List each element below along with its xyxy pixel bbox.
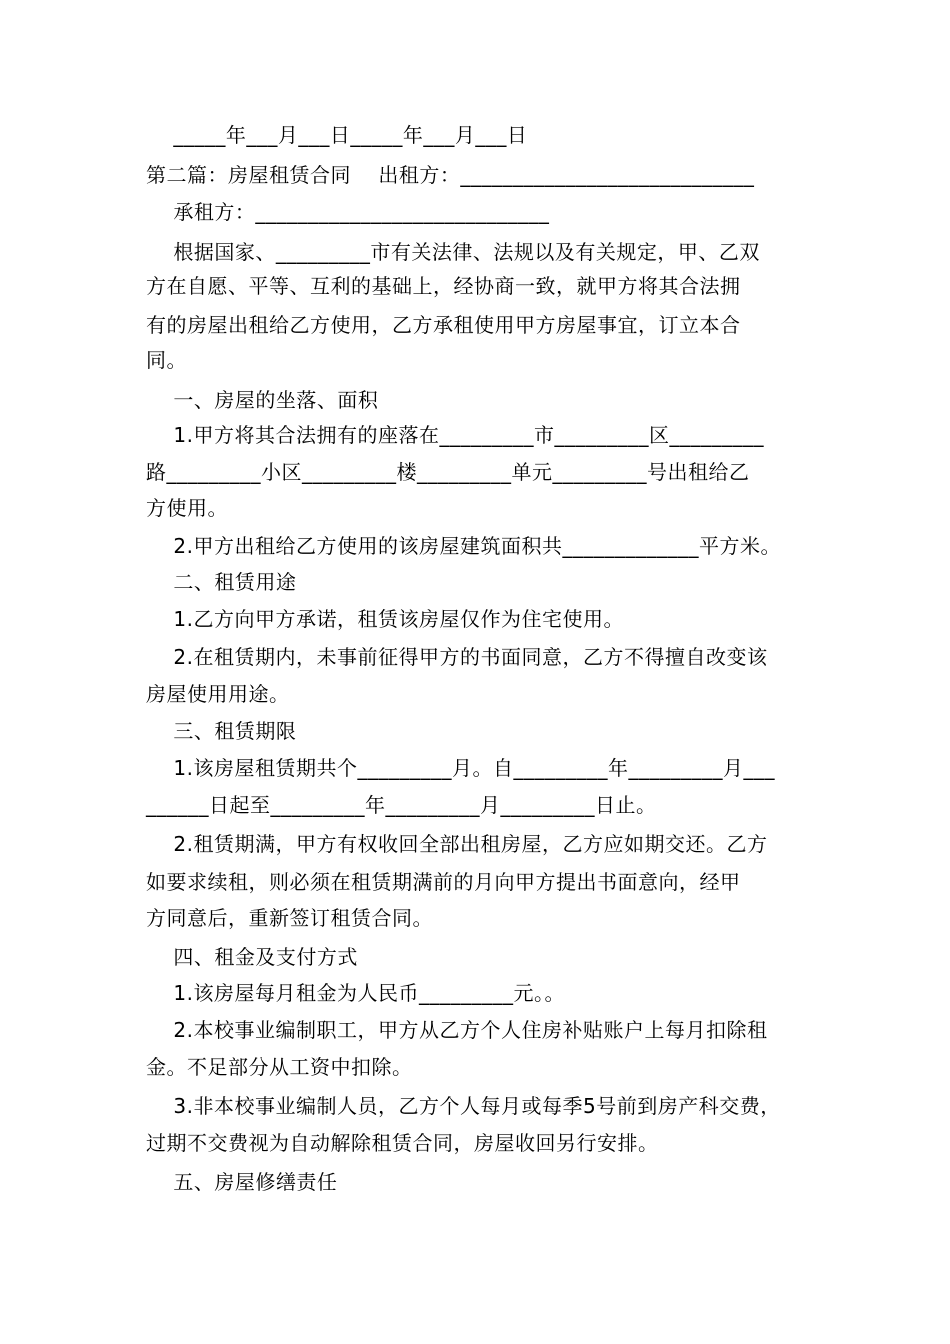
document-line: 方使用。 [146,496,228,520]
document-line: 四、租金及支付方式 [146,945,358,969]
document-line: 2.租赁期满，甲方有权收回全部出租房屋，乙方应如期交还。乙方 [146,832,768,856]
document-line: 1.该房屋每月租金为人民币_________元。。 [146,981,566,1005]
document-line: 房屋使用用途。 [146,682,290,706]
document-line: 同。 [146,348,187,372]
document-line: 有的房屋出租给乙方使用，乙方承租使用甲方房屋事宜，订立本合 [146,313,741,337]
document-line: _____年___月___日_____年___月___日 [146,123,528,147]
document-line: 1.甲方将其合法拥有的座落在_________市_________区_________ [146,423,765,447]
document-line: 二、租赁用途 [146,570,297,594]
document-line: 承租方：____________________________ [146,200,550,224]
document-line: 方在自愿、平等、互利的基础上，经协商一致，就甲方将其合法拥 [146,274,741,298]
document-line: 金。不足部分从工资中扣除。 [146,1055,413,1079]
document-line: 路_________小区_________楼_________单元_________号出租给乙 [146,460,750,484]
document-line: 2.本校事业编制职工，甲方从乙方个人住房补贴账户上每月扣除租 [146,1018,768,1042]
document-line: 3.非本校事业编制人员，乙方个人每月或每季5号前到房产科交费， [146,1094,781,1118]
document-line: 第二篇：房屋租赁合同 出租方：____________________________ [146,163,755,187]
document-line: 方同意后，重新签订租赁合同。 [146,906,433,930]
document-line: ______日起至_________年_________月_________日止。 [146,793,657,817]
document-line: 一、房屋的坐落、面积 [146,388,379,412]
document-line: 如要求续租，则必须在租赁期满前的月向甲方提出书面意向，经甲 [146,870,741,894]
document-line: 2.甲方出租给乙方使用的该房屋建筑面积共_____________平方米。 [146,534,782,558]
document-line: 1.该房屋租赁期共个_________月。自_________年_________月___ [146,756,776,780]
document-line: 2.在租赁期内，未事前征得甲方的书面同意，乙方不得擅自改变该 [146,645,768,669]
document-line: 五、房屋修缮责任 [146,1170,338,1194]
document-line: 过期不交费视为自动解除租赁合同，房屋收回另行安排。 [146,1131,659,1155]
document-line: 根据国家、_________市有关法律、法规以及有关规定，甲、乙双 [146,240,760,264]
document-line: 三、租赁期限 [146,719,297,743]
document-line: 1.乙方向甲方承诺，租赁该房屋仅作为住宅使用。 [146,607,625,631]
